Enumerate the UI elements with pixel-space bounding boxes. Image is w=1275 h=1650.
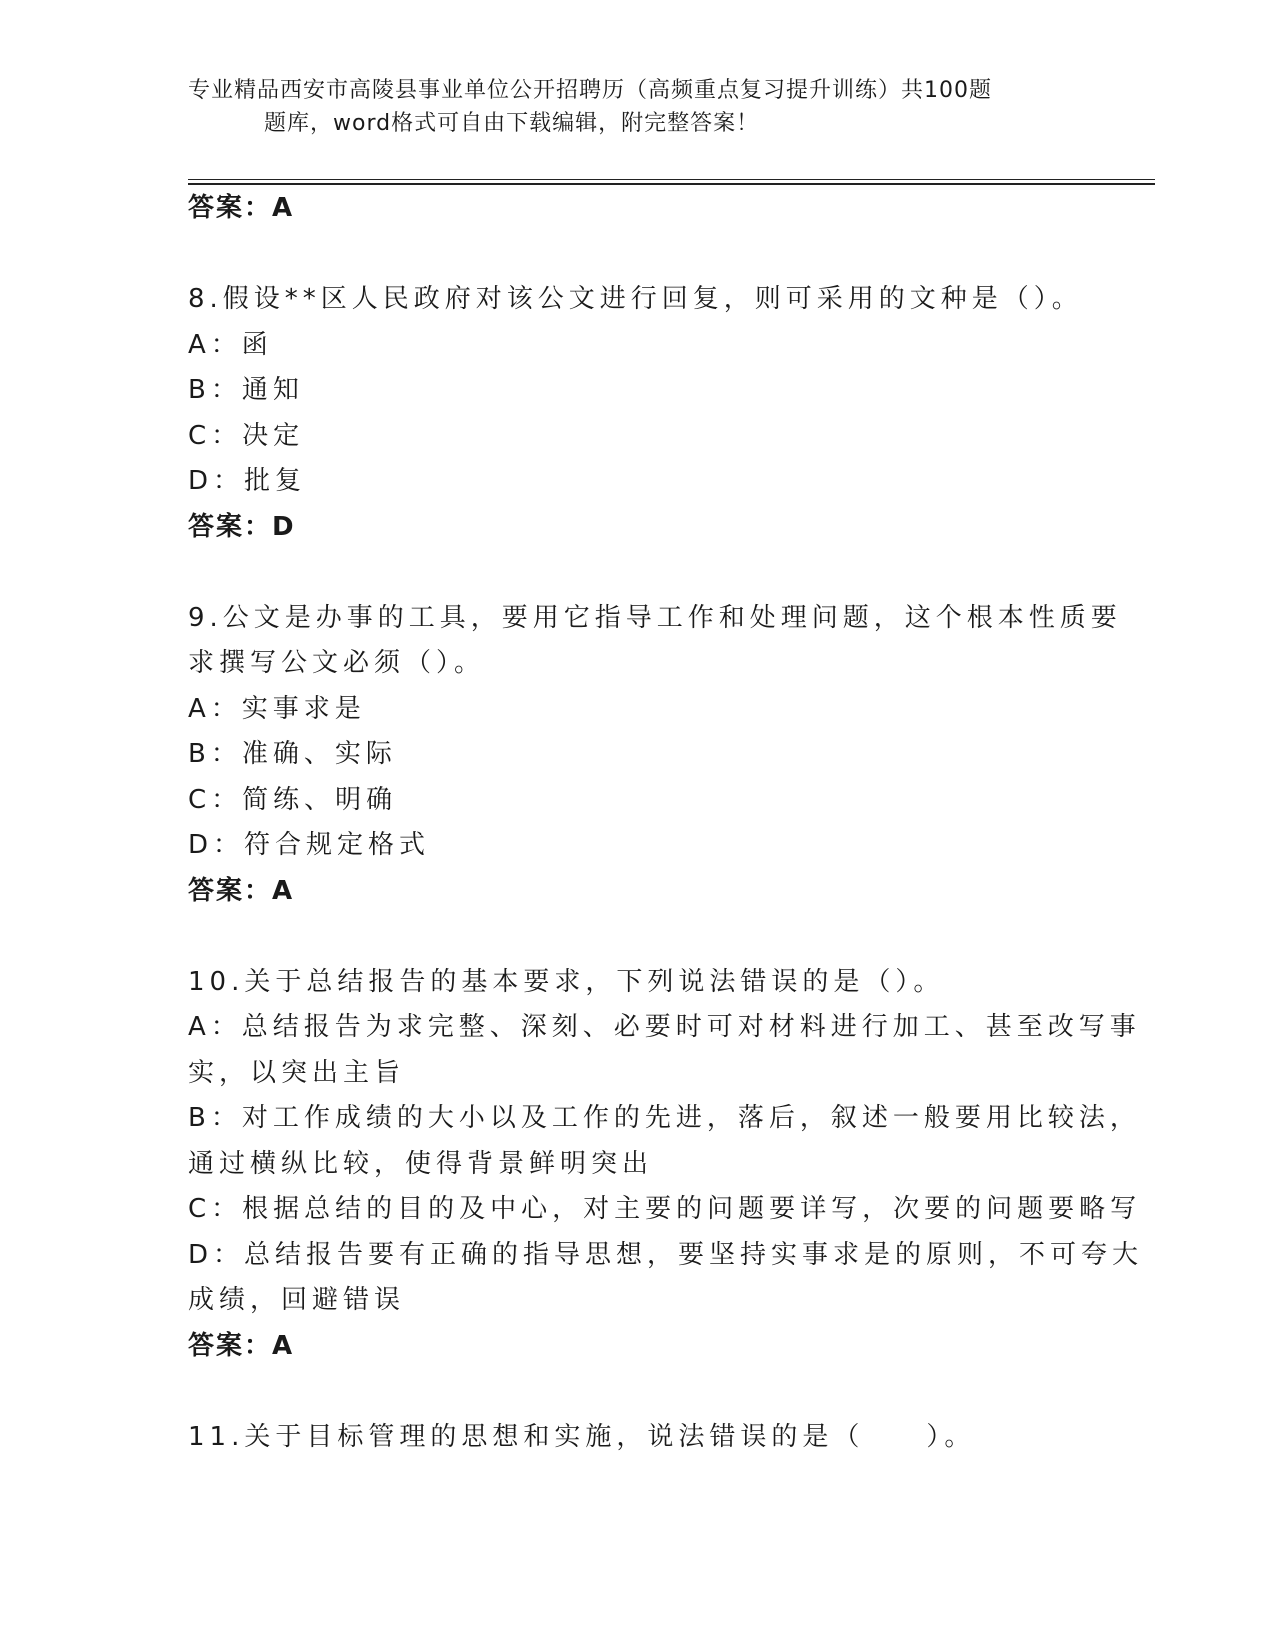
question-8-stem: 8.假设**区人民政府对该公文进行回复，则可采用的文种是（）。: [188, 284, 1083, 314]
question-9-stem-cont: 求撰写公文必须（）。: [188, 648, 486, 678]
header-rule-thin: [188, 179, 1155, 180]
answer-line: 答案：A: [188, 875, 295, 906]
option-c: C：简练、明确: [188, 784, 398, 815]
spacer: [188, 550, 1088, 596]
option-b: B：通知: [188, 375, 304, 405]
spacer: [188, 232, 1088, 278]
option-d-cont: 成绩，回避错误: [188, 1285, 406, 1315]
question-10-stem: 10.关于总结报告的基本要求，下列说法错误的是（）。: [188, 966, 945, 997]
question-9-stem: 9.公文是办事的工具，要用它指导工作和处理问题，这个根本性质要: [188, 602, 1122, 633]
option-a-cont: 实，以突出主旨: [188, 1057, 406, 1088]
question-11-stem: 11.关于目标管理的思想和实施，说法错误的是（ ）。: [188, 1421, 976, 1452]
option-a: A：函: [188, 329, 273, 360]
answer-line: 答案：A: [188, 193, 295, 223]
option-d: D：批复: [188, 466, 307, 496]
option-d: D：符合规定格式: [188, 830, 431, 860]
header-title-line-1: 专业精品西安市高陵县事业单位公开招聘历（高频重点复习提升训练）共100题: [188, 78, 992, 103]
answer-line: 答案：A: [188, 1330, 295, 1361]
option-d: D：总结报告要有正确的指导思想，要坚持实事求是的原则，不可夸大: [188, 1239, 1144, 1270]
header-rule-thick: [188, 183, 1155, 185]
option-a: A：实事求是: [188, 693, 366, 724]
spacer: [188, 914, 1088, 960]
option-b: B：对工作成绩的大小以及工作的先进，落后，叙述一般要用比较法，: [188, 1103, 1141, 1133]
answer-line: 答案：D: [188, 511, 296, 542]
option-c: C：决定: [188, 420, 305, 451]
option-a: A：总结报告为求完整、深刻、必要时可对材料进行加工、甚至改写事: [188, 1012, 1141, 1042]
header-title-line-2: 题库，word格式可自由下载编辑，附完整答案！: [264, 111, 760, 136]
spacer: [188, 1369, 1088, 1415]
option-c: C：根据总结的目的及中心，对主要的问题要详写，次要的问题要略写: [188, 1194, 1142, 1224]
option-b: B：准确、实际: [188, 739, 397, 769]
option-b-cont: 通过横纵比较，使得背景鲜明突出: [188, 1148, 654, 1179]
document-header: [188, 74, 1088, 140]
question-content: [188, 186, 1144, 1460]
